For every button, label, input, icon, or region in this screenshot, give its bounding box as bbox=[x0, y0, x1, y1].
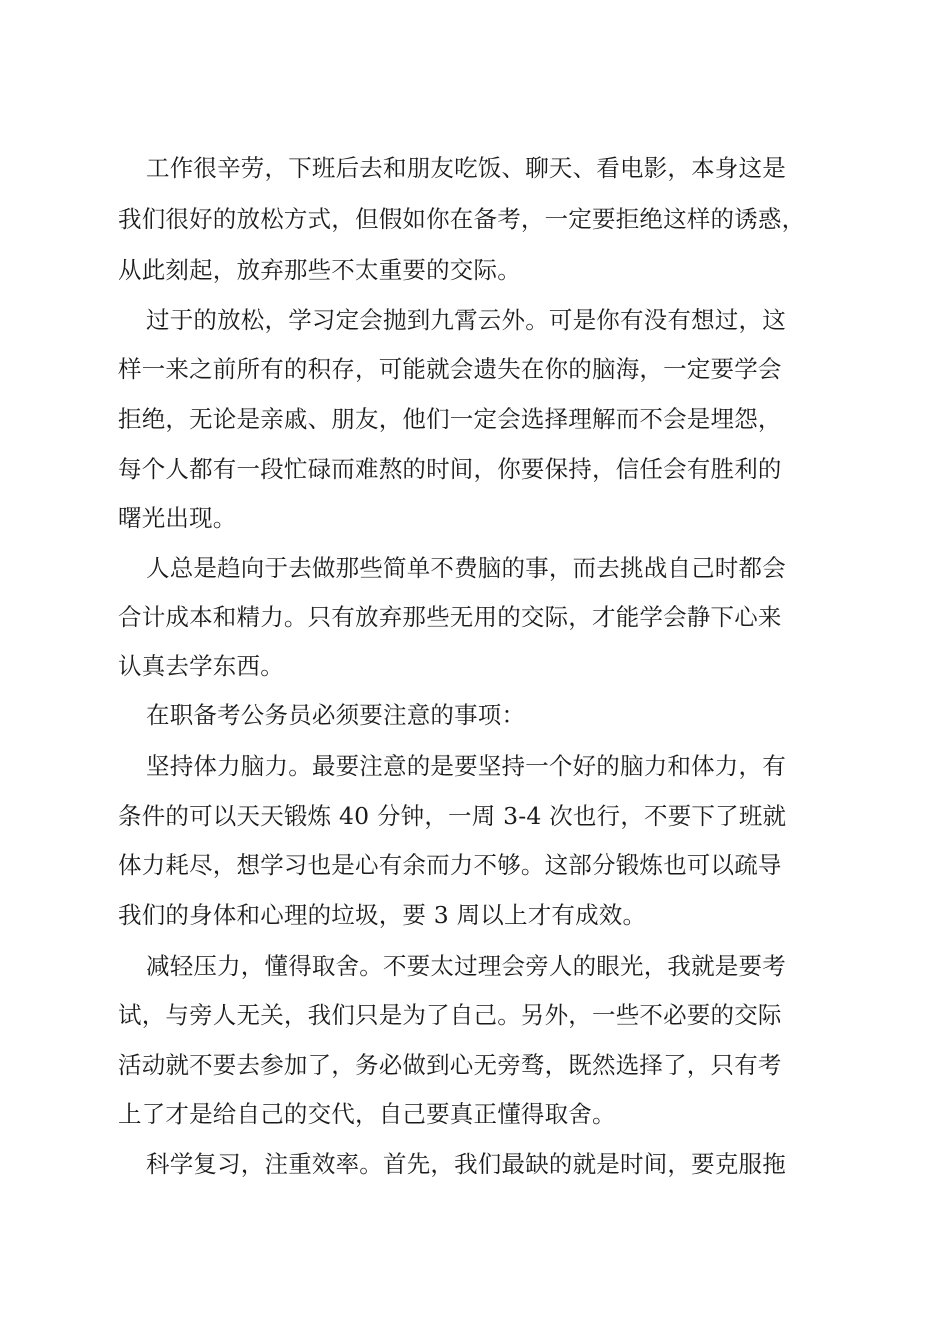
paragraph-3-line-3: 认真去学东西。 bbox=[118, 652, 284, 680]
paragraph-6-line-1: 科学复习，注重效率。首先，我们最缺的就是时间，要克服拖 bbox=[146, 1150, 786, 1178]
paragraph-5-line-4: 上了才是给自己的交代，自己要真正懂得取舍。 bbox=[118, 1100, 616, 1128]
paragraph-1-line-2: 我们很好的放松方式，但假如你在备考，一定要拒绝这样的诱惑， bbox=[118, 205, 806, 233]
paragraph-2-line-1: 过于的放松，学习定会抛到九霄云外。可是你有没有想过，这 bbox=[146, 306, 786, 334]
paragraph-2-line-2: 样一来之前所有的积存，可能就会遗失在你的脑海，一定要学会 bbox=[118, 355, 782, 383]
paragraph-3-line-1: 人总是趋向于去做那些简单不费脑的事，而去挑战自己时都会 bbox=[146, 554, 786, 582]
paragraph-5-line-1: 减轻压力，懂得取舍。不要太过理会旁人的眼光，我就是要考 bbox=[146, 952, 786, 980]
paragraph-4-line-4: 我们的身体和心理的垃圾，要 3 周以上才有成效。 bbox=[118, 901, 647, 929]
paragraph-1-line-3: 从此刻起，放弃那些不太重要的交际。 bbox=[118, 256, 521, 284]
paragraph-1-line-1: 工作很辛劳，下班后去和朋友吃饭、聊天、看电影，本身这是 bbox=[146, 154, 786, 182]
paragraph-4-line-3: 体力耗尽，想学习也是心有余而力不够。这部分锻炼也可以疏导 bbox=[118, 851, 782, 879]
paragraph-3-line-2: 合计成本和精力。只有放弃那些无用的交际，才能学会静下心来 bbox=[118, 603, 782, 631]
paragraph-2-line-3: 拒绝，无论是亲戚、朋友，他们一定会选择理解而不会是埋怨， bbox=[118, 405, 782, 433]
paragraph-4-line-1: 坚持体力脑力。最要注意的是要坚持一个好的脑力和体力，有 bbox=[146, 752, 786, 780]
paragraph-5-line-3: 活动就不要去参加了，务必做到心无旁骛，既然选择了，只有考 bbox=[118, 1051, 782, 1079]
paragraph-2-line-5: 曙光出现。 bbox=[118, 504, 237, 532]
paragraph-4-line-2: 条件的可以天天锻炼 40 分钟，一周 3-4 次也行，不要下了班就 bbox=[118, 802, 787, 830]
paragraph-2-line-4: 每个人都有一段忙碌而难熬的时间，你要保持，信任会有胜利的 bbox=[118, 455, 782, 483]
paragraph-5-line-2: 试，与旁人无关，我们只是为了自己。另外，一些不必要的交际 bbox=[118, 1001, 782, 1029]
section-heading: 在职备考公务员必须要注意的事项： bbox=[146, 701, 526, 729]
